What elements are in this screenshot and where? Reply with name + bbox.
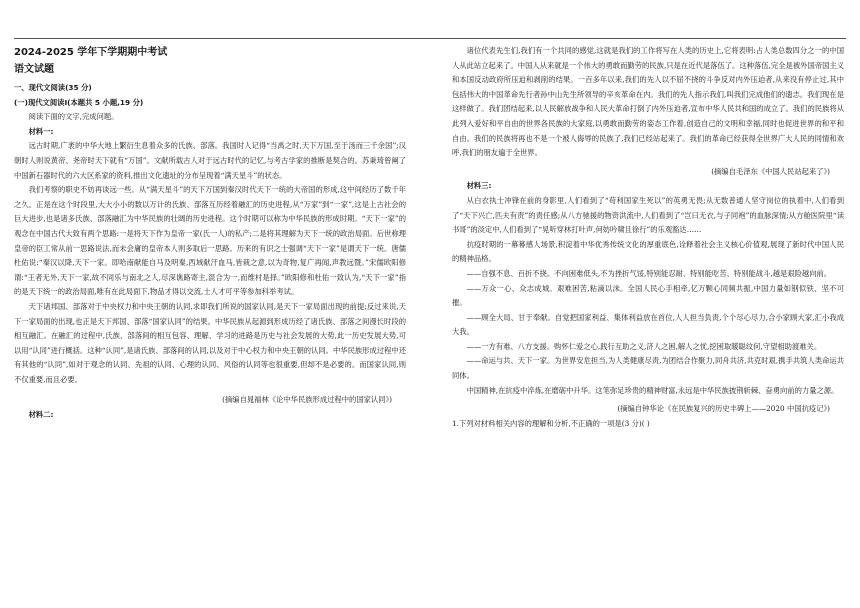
material-3-label: 材料三:	[466, 181, 492, 191]
material-3-paragraph: ——万众一心、众志成城。艰难困苦,粘滴以沫。全国人民心手相牵,亿万颗心同频共振,中国力量如钢似铁、坚不可摧。	[452, 283, 844, 308]
material-2-paragraph: 诸位代表先生们,我们有一个共同的感觉,这就是我们的工作将写在人类的历史上,它将表明:占人类总数四分之一的中国人从此站立起来了。中国人从来就是一个伟大的勇敢而勤劳的民族,只是在近代是落伍了。这种落伍,完全是被外国帝国主义和本国反动政府所压迫和剥削的结果。一百多年以来,我们的先人以不屈不挠的斗争反对内外压迫者,从来没有停止过,其中包括伟大的中国革命先行者孙中山先生所领导的辛亥革命在内。我们的先人指示我们,叫我们完成他们的遗志。我们现在是这样做了。我们团结起来,以人民解放战争和人民大革命打倒了内外压迫者,宣布中华人民共和国的成立了。我们的民族将从此列入爱好和平自由的世界各民族的大家庭,以勇敢而勤劳的姿态工作着,创造自己的文明和幸福,同时也促进世界的和平和自由。我们的民族将再也不是一个被人侮辱的民族了,我们已经站起来了。我们的革命已经获得全世界广大人民的同情和欢呼,我们的朋友遍于全世界。	[452, 46, 844, 158]
subsection-heading: (一)现代文阅读Ⅰ(本题共 5 小题,19 分)	[14, 97, 144, 107]
material-1-label: 材料一:	[28, 126, 54, 136]
material-3-paragraph: 中国精神,在抗疫中淬炼,在磨砺中升华。这笔弥足珍贵的精神财富,永远是中华民族披荆斩棘、奋勇向前的力量之源。	[466, 385, 839, 395]
material-3-paragraph: ——命运与共、天下一家。为世界安危担当,为人类健康尽责,为团结合作聚力,同舟共济,共克时艰,携手共筑人类命运共同体。	[452, 356, 844, 381]
material-1-paragraph: 远古时期,广袤的中华大地上繁衍生息着众多的氏族、部落。我国时人记得“当禹之时,天下万国,至于汤而三千余国”;汉朝时人则说黄帝、尧帝时天下就有“万国”。文献所载古人对于远古时代的记忆,与考古学家的推断是契合的。苏秉琦曾阐了中国新石器时代的六大区系家的资料,推出文化遗址的分布呈现着“满天星斗”的状态。	[14, 141, 406, 180]
material-3-paragraph: 从白衣执士冲锋在前的身影里,人们看到了“苟利国家生死以”的英勇无畏;从无数普通人坚守岗位的执着中,人们看到了“天下兴亡,匹夫有责”的责任感;从八方驰援的物资洪流中,人们看到了“岂曰无衣,与子同袍”的血脉深情;从方舱医院里“读书哥”的淡定中,人们看到了“晃听穿林打叶声,何妨吟啸且徐行”的乐观豁达……	[452, 195, 844, 235]
right-column	[452, 44, 844, 431]
material-1-paragraph: 天下诸邦国、部落对于中央权力和中央王朝的认同,求即我们所说的国家认同,是天下一家局面出现的前提;反过来说,天下一家局面的出现,也正是天下邦国、部落“国家认同”的结果。中华民族从起源到形成历经了诸氏族、部落之间漫长时段的相互融汇。在融汇的过程中,氏族、部落间的相互包容、理解、学习的进路是历史与社会发展的大势,此一历史发展大势,可以用“认同”进行概括。这种“认同”,是诸氏族、部落间的认同,以及对于中心权力和中央王朝的认同。中华民族形成过程中还有其他的“认同”,如对于观念的认同、先祖的认同、心理的认同、风俗的认同等也很重要,但却不是必要的。而国家认同,则不仅重要,而且必要。	[14, 301, 406, 384]
material-3-source: (摘编自钟华论《在民族复兴的历史丰碑上——2020 中国抗疫记》)	[617, 404, 830, 414]
exam-subtitle: 语文试题	[14, 64, 54, 75]
left-column	[14, 44, 406, 423]
instruction: 阅读下面的文字,完成问题。	[28, 112, 119, 122]
exam-title: 2024-2025 学年下学期期中考试	[14, 47, 168, 58]
material-3-paragraph: 抗疫时期的一幕幕感人场景,积淀着中华优秀传统文化的厚重底色,诠释着社会主义核心价值观,展现了新时代中国人民的精神品格。	[452, 239, 844, 264]
section-heading: 一、现代文阅读(35 分)	[14, 83, 92, 92]
header-rule	[14, 38, 846, 39]
material-3-paragraph: ——自强不息、百折不挠。不向困难低头,不为挫折气馁,特别能忍耐、特别能吃苦、特别能战斗,越是艰险越向前。	[466, 268, 832, 278]
material-2-source: (摘编自毛泽东《中国人民站起来了》)	[711, 166, 830, 176]
material-3-paragraph: ——顾全大局、甘于奉献。自觉把国家利益、集体利益放在首位,人人担当负责,个个尽心尽力,合小家顾大家,汇小我成大我。	[452, 312, 844, 337]
material-3-paragraph: ——一方有难、八方支援。购怀仁爱之心,践行互助之义,济人之困,解人之忧,挖困取暖聪纹何,守望相助渡难关。	[466, 341, 822, 351]
material-1-source: (摘编自晁福林《论中华民族形成过程中的国家认同》)	[222, 395, 392, 405]
question-1: 1.下列对材料相关内容的理解和分析,不正确的一项是(3 分)( )	[452, 418, 650, 428]
material-2-label: 材料二:	[28, 410, 54, 420]
material-1-paragraph: 我们考察的职史不妨再谈远一些。从“满天星斗”的天下万国到秦汉时代天下一统的大帝国的形成,这中间经历了数千年之久。正是在这个时段里,大大小小的数以万计的氏族、部落互历经着融汇的历史进程,从“万家”到“一家”,这是上古社会的巨大进步,也是诸多氏族、部落融汇为中华民族的壮阔的历史进程。这个时期可以称为中华民族的形成时期。“天下一家”的观念在中国古代大致有两个思路:一是将天下作为皇帝一家(氏一人)的私产;二是将其理解为天下一统的政治局面。后世称理皇帝的臣工常从前一思路说法,而未会庸的皇帝本人则多取后一思路。历来的有识之士强调“天下一家”是谓天下一统。唐儒杜佑说:“秦汉以降,天下一家。即哈南献能自马及明秦,西域献汗血马,皆栽之意,以为奇物,复广再闻,声教远暨。”宋儒欧阳修谓:“王者无外,天下一家,故不同乐与南北之人,尽深谯路寄主,混合为一,而维村是择。”欧阳修和杜佑一致认为,“天下一家”指的是天下统一的政治局面,唯有在此局面下,物品才得以交流,士人才可平等参加科举考试。	[14, 185, 406, 297]
